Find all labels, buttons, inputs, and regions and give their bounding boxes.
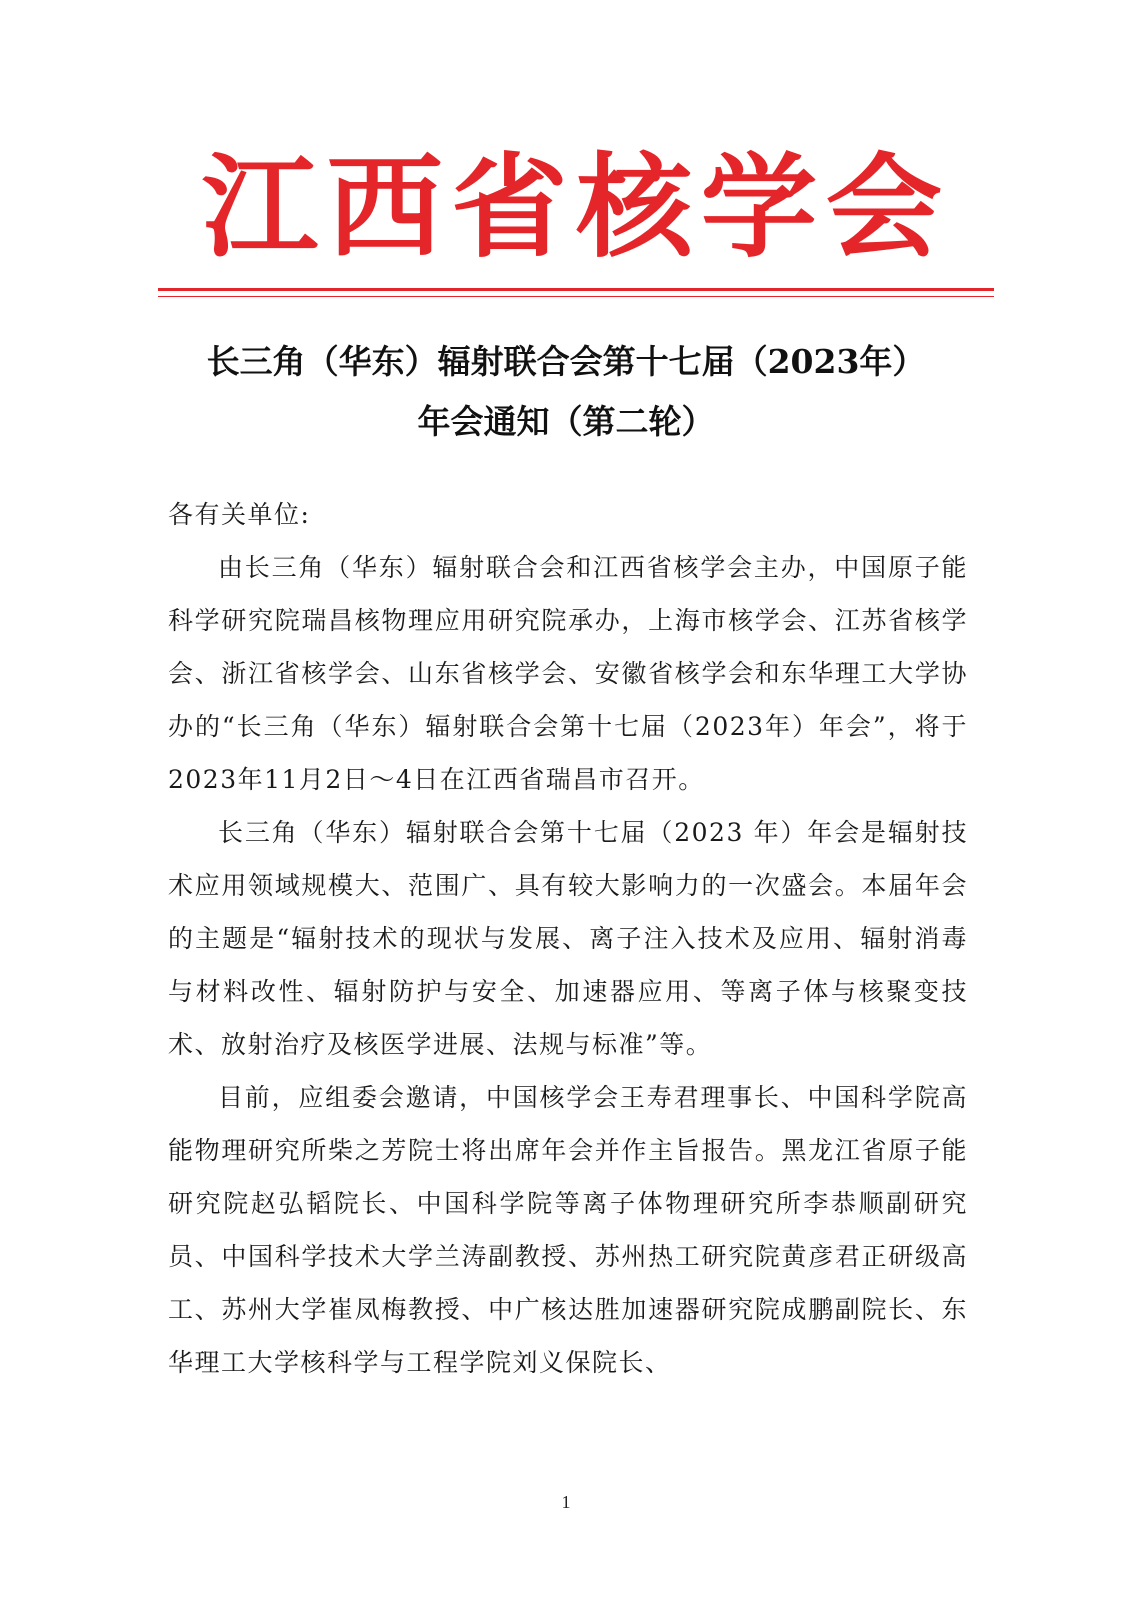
page-number: 1 [561, 1492, 571, 1512]
organization-letterhead: 江西省核学会 [201, 142, 951, 273]
body-paragraph-2: 长三角（华东）辐射联合会第十七届（2023 年）年会是辐射技术应用领域规模大、范围广、具有较大影响力的一次盛会。本届年会的主题是“辐射技术的现状与发展、离子注入技术及应用、辐射消毒与材料改性、辐射防护与安全、加速器应用、等离子体与核聚变技术、放射治疗及核医学进展、法规与标准”等。 [168, 818, 968, 1059]
body-paragraph-3: 目前，应组委会邀请，中国核学会王寿君理事长、中国科学院高能物理研究所柴之芳院士将出席年会并作主旨报告。黑龙江省原子能研究院赵弘韬院长、中国科学院等离子体物理研究所李恭顺副研究员、中国科学技术大学兰涛副教授、苏州热工研究院黄彦君正研级高工、苏州大学崔凤梅教授、中广核达胜加速器研究院成鹏副院长、东华理工大学核科学与工程学院刘义保院长、 [168, 1083, 968, 1377]
letterhead-rule-thick [158, 288, 994, 291]
letterhead-rule-thin [158, 296, 994, 297]
notice-body [168, 488, 968, 1389]
notice-title-line-2: 年会通知（第二轮） [417, 402, 715, 441]
body-paragraph-1: 由长三角（华东）辐射联合会和江西省核学会主办，中国原子能科学研究院瑞昌核物理应用研究院承办，上海市核学会、江苏省核学会、浙江省核学会、山东省核学会、安徽省核学会和东华理工大学协办的“长三角（华东）辐射联合会第十七届（2023年）年会”，将于 2023年11月2日～4日在江西省瑞昌市召开。 [168, 553, 968, 794]
salutation: 各有关单位: [168, 500, 311, 529]
notice-title-line-1: 长三角（华东）辐射联合会第十七届（2023年） [206, 342, 926, 381]
